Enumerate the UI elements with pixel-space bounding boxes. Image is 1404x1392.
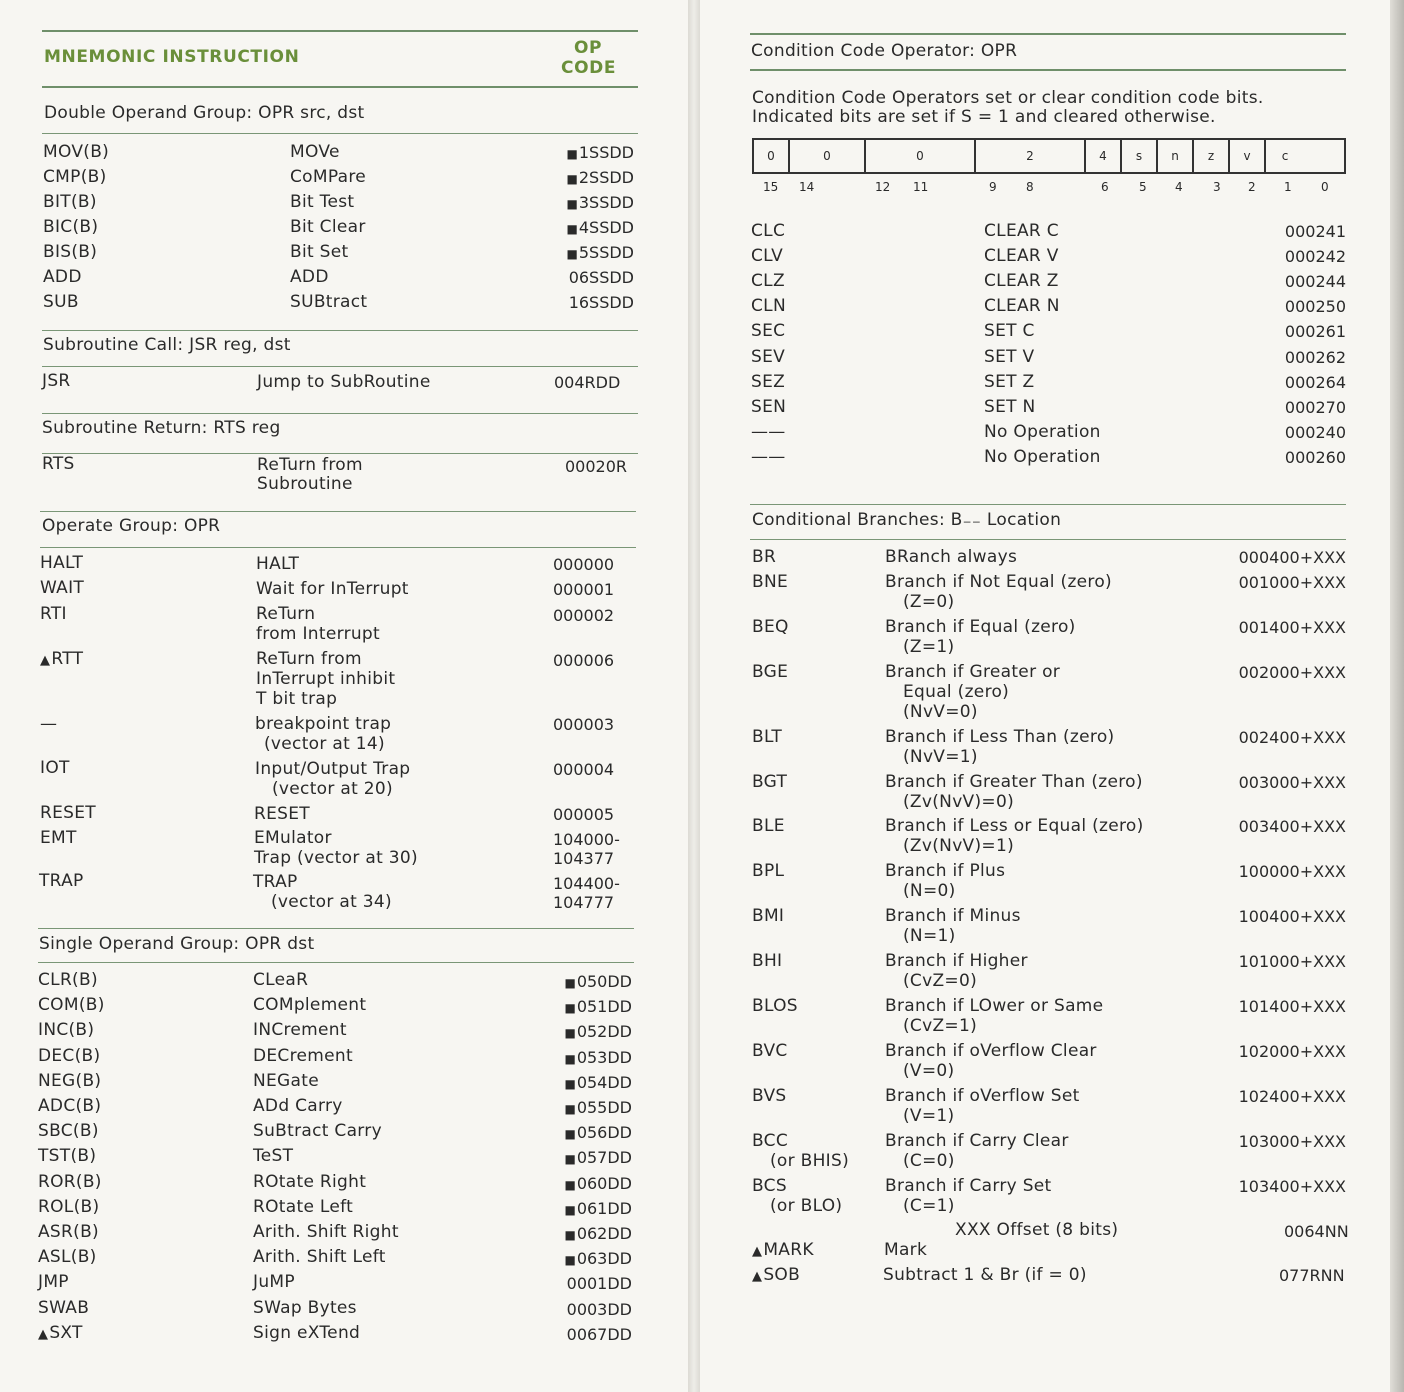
branch-title: Conditional Branches: B₋₋ Location xyxy=(752,510,1062,530)
instruction-description: CoMPare xyxy=(290,167,367,187)
branch-opcode: 001000+XXX xyxy=(1238,573,1346,592)
branch-description-line: (V=0) xyxy=(903,1061,955,1081)
branch-mnemonic: BGE xyxy=(752,662,789,682)
instruction-mnemonic: ROL(B) xyxy=(38,1197,100,1217)
register-bit-field: 0 xyxy=(866,140,976,172)
section-rule xyxy=(40,511,636,512)
cc-mnemonic: SEV xyxy=(751,347,786,367)
branch-opcode: 002400+XXX xyxy=(1238,728,1346,747)
cc-mnemonic: —— xyxy=(751,447,786,467)
branch-description-line: (Zv(NvV)=1) xyxy=(903,836,1015,856)
mark-opcode: 0064NN xyxy=(1284,1222,1349,1241)
instruction-mnemonic: ADD xyxy=(43,267,82,287)
register-bit-field: 0 xyxy=(790,140,866,172)
branch-mnemonic: BMI xyxy=(752,906,785,926)
branch-mnemonic: BNE xyxy=(752,572,789,592)
right-page xyxy=(700,0,1390,1392)
instruction-description: SUBtract xyxy=(290,292,368,312)
cc-mnemonic: —— xyxy=(751,422,786,442)
rti-description-2: from Interrupt xyxy=(256,624,380,644)
instruction-opcode: ■ 5SSDD xyxy=(567,243,634,264)
cc-description: SET C xyxy=(984,321,1035,341)
branch-description-line: BRanch always xyxy=(885,547,1018,567)
instruction-description: ROtate Left xyxy=(253,1197,354,1217)
reset-mnemonic: RESET xyxy=(40,803,96,823)
cc-mnemonic: SEZ xyxy=(751,372,786,392)
halt-mnemonic: HALT xyxy=(40,553,84,573)
instruction-description: Arith. Shift Right xyxy=(253,1222,399,1242)
cc-description-1: Condition Code Operators set or clear condition code bits. xyxy=(752,88,1264,108)
register-bit-field: 2 xyxy=(976,140,1086,172)
emt-opcode-2: 104377 xyxy=(553,849,615,868)
instruction-description: MOVe xyxy=(290,142,340,162)
instruction-opcode: ■ 057DD xyxy=(564,1148,632,1169)
cc-mnemonic: CLV xyxy=(751,246,784,266)
branch-mnemonic: BLOS xyxy=(752,996,798,1016)
register-bit-field: 0 xyxy=(754,140,790,172)
branch-description-line: (V=1) xyxy=(903,1106,955,1126)
header-rule xyxy=(750,69,1346,71)
branch-mnemonic: BEQ xyxy=(752,617,789,637)
bit-number: 15 xyxy=(763,180,779,194)
section-rule xyxy=(750,539,1346,540)
bit-number: 8 xyxy=(1026,180,1034,194)
branch-opcode: 102000+XXX xyxy=(1238,1042,1346,1061)
branch-description-line: (N=0) xyxy=(903,881,956,901)
instruction-opcode: ■ 062DD xyxy=(564,1224,632,1245)
instruction-opcode: ■ 061DD xyxy=(564,1199,632,1220)
cc-description: SET V xyxy=(984,347,1035,367)
section-rule xyxy=(42,366,638,367)
wait-mnemonic: WAIT xyxy=(40,578,85,598)
branch-opcode: 003400+XXX xyxy=(1238,817,1346,836)
cc-opcode: 000260 xyxy=(1284,448,1346,467)
branch-mnemonic: BVS xyxy=(752,1086,787,1106)
instruction-mnemonic: SUB xyxy=(43,292,79,312)
trap-opcode-2: 104777 xyxy=(553,893,615,912)
bit-number: 4 xyxy=(1175,180,1183,194)
top-rule xyxy=(750,33,1346,35)
section-rule xyxy=(42,133,638,134)
instruction-mnemonic: ROR(B) xyxy=(38,1172,102,1192)
branch-description-line: Branch if LOwer or Same xyxy=(885,996,1104,1016)
jsr-opcode: 004RDD xyxy=(554,373,621,392)
iot-description-1: Input/Output Trap xyxy=(255,759,411,779)
branch-description-line: Branch if Carry Set xyxy=(885,1176,1052,1196)
instruction-description: COMplement xyxy=(253,995,367,1015)
instruction-description: NEGate xyxy=(253,1071,319,1091)
branch-mnemonic: BLE xyxy=(752,816,785,836)
rtt-description-2: InTerrupt inhibit xyxy=(256,669,396,689)
branch-description-line: Branch if Equal (zero) xyxy=(885,617,1076,637)
sob-description: Subtract 1 & Br (if = 0) xyxy=(883,1265,1087,1285)
bpt-description-2: (vector at 14) xyxy=(264,734,385,754)
cc-mnemonic: SEC xyxy=(751,321,786,341)
section-rule xyxy=(750,504,1346,505)
branch-opcode: 103000+XXX xyxy=(1238,1132,1346,1151)
wait-opcode: 000001 xyxy=(553,580,615,599)
rti-mnemonic: RTI xyxy=(40,604,67,624)
header-rule xyxy=(42,86,638,88)
cc-opcode: 000242 xyxy=(1284,247,1346,266)
trap-opcode-1: 104400- xyxy=(553,874,620,893)
bit-number: 11 xyxy=(913,180,929,194)
rts-opcode: 00020R xyxy=(565,457,628,476)
cc-opcode: 000270 xyxy=(1284,398,1346,417)
spine xyxy=(688,0,700,1392)
register-bit-field: n xyxy=(1158,140,1194,172)
branch-opcode: 102400+XXX xyxy=(1238,1087,1346,1106)
instruction-description: ADd Carry xyxy=(253,1096,343,1116)
instruction-description: INCrement xyxy=(253,1020,347,1040)
mark-mnemonic: ▲ MARK xyxy=(752,1240,814,1262)
jsr-description: Jump to SubRoutine xyxy=(257,372,431,392)
rts-description-2: Subroutine xyxy=(257,474,353,494)
cc-mnemonic: SEN xyxy=(751,397,787,417)
section-rule xyxy=(38,928,634,929)
instruction-mnemonic: COM(B) xyxy=(38,995,105,1015)
bit-number: 5 xyxy=(1139,180,1147,194)
branch-opcode: 100400+XXX xyxy=(1238,907,1346,926)
cc-opcode: 000261 xyxy=(1284,322,1346,341)
instruction-mnemonic: BIS(B) xyxy=(43,242,98,262)
bpt-opcode: 000003 xyxy=(553,715,615,734)
cc-description: CLEAR V xyxy=(984,246,1059,266)
branch-description-line: (CvZ=0) xyxy=(903,971,978,991)
cc-description: CLEAR C xyxy=(984,221,1059,241)
cc-description-2: Indicated bits are set if S = 1 and cleared otherwise. xyxy=(752,107,1216,127)
branch-description-line: (C=0) xyxy=(903,1151,955,1171)
instruction-mnemonic: CLR(B) xyxy=(38,970,98,990)
register-bit-field: s xyxy=(1122,140,1158,172)
cc-mnemonic: CLZ xyxy=(751,271,785,291)
instruction-opcode: ■ 063DD xyxy=(564,1249,632,1270)
instruction-mnemonic: CMP(B) xyxy=(43,167,107,187)
instruction-opcode: 0003DD xyxy=(566,1300,632,1319)
branch-description-line: Branch if Plus xyxy=(885,861,1006,881)
branch-mnemonic: BHI xyxy=(752,951,783,971)
instruction-description: SWap Bytes xyxy=(253,1298,357,1318)
cc-description: SET N xyxy=(984,397,1036,417)
bpt-mnemonic: — xyxy=(40,714,58,734)
branch-description-line: (N=1) xyxy=(903,926,956,946)
branch-opcode: 001400+XXX xyxy=(1238,618,1346,637)
mark-description: Mark xyxy=(884,1240,928,1260)
rts-description-1: ReTurn from xyxy=(257,455,363,475)
emt-description-2: Trap (vector at 30) xyxy=(254,848,418,868)
branch-mnemonic: BCS xyxy=(752,1176,787,1196)
instruction-mnemonic: ASL(B) xyxy=(38,1247,97,1267)
instruction-mnemonic: SBC(B) xyxy=(38,1121,99,1141)
instruction-opcode: ■ 1SSDD xyxy=(567,143,634,164)
section-rule xyxy=(42,453,638,454)
cc-opcode: 000250 xyxy=(1284,297,1346,316)
branch-opcode: 103400+XXX xyxy=(1238,1177,1346,1196)
branch-description-line: Branch if Higher xyxy=(885,951,1028,971)
cc-title: Condition Code Operator: OPR xyxy=(751,41,1018,61)
trap-description-1: TRAP xyxy=(253,872,298,892)
register-bit-field: z xyxy=(1194,140,1230,172)
instruction-opcode: ■ 3SSDD xyxy=(567,193,634,214)
branch-description-line: Branch if Not Equal (zero) xyxy=(885,572,1112,592)
bit-number: 12 xyxy=(875,180,891,194)
cc-description: CLEAR N xyxy=(984,296,1060,316)
bit-number: 2 xyxy=(1248,180,1256,194)
column-header-mnemonic: MNEMONIC INSTRUCTION xyxy=(44,47,300,67)
cc-opcode: 000241 xyxy=(1284,222,1346,241)
rtt-description-3: T bit trap xyxy=(256,689,338,709)
cc-description: CLEAR Z xyxy=(984,271,1059,291)
bit-number: 1 xyxy=(1284,180,1292,194)
instruction-mnemonic: TST(B) xyxy=(38,1146,97,1166)
column-header-code: CODE xyxy=(561,58,617,78)
sob-mnemonic: ▲ SOB xyxy=(752,1265,800,1287)
instruction-description: JuMP xyxy=(253,1272,295,1292)
branch-mnemonic: BVC xyxy=(752,1041,788,1061)
branch-description-line: Branch if Greater Than (zero) xyxy=(885,772,1143,792)
bpt-description-1: breakpoint trap xyxy=(255,714,392,734)
instruction-opcode: ■ 060DD xyxy=(564,1174,632,1195)
branch-mnemonic-alias: (or BHIS) xyxy=(770,1151,850,1171)
instruction-opcode: 0067DD xyxy=(566,1325,632,1344)
bit-number: 0 xyxy=(1321,180,1329,194)
branch-description-line: (NvV=1) xyxy=(903,747,978,767)
branch-mnemonic: BLT xyxy=(752,727,783,747)
halt-description: HALT xyxy=(256,554,300,574)
branch-description-line: Branch if Minus xyxy=(885,906,1021,926)
instruction-description: Sign eXTend xyxy=(253,1323,361,1343)
branch-description-line: (Z=1) xyxy=(903,637,955,657)
register-bit-field: v xyxy=(1230,140,1266,172)
cc-description: No Operation xyxy=(984,447,1101,467)
section-rule xyxy=(42,330,638,331)
page-edge xyxy=(1390,0,1404,1392)
branch-opcode: 002000+XXX xyxy=(1238,663,1346,682)
column-header-op: OP xyxy=(574,38,603,58)
jsr-title: Subroutine Call: JSR reg, dst xyxy=(43,335,291,355)
cc-opcode: 000264 xyxy=(1284,373,1346,392)
instruction-opcode: 16SSDD xyxy=(568,293,634,312)
iot-mnemonic: IOT xyxy=(40,758,70,778)
halt-opcode: 000000 xyxy=(553,555,615,574)
emt-description-1: EMulator xyxy=(254,828,332,848)
rtt-opcode: 000006 xyxy=(553,651,615,670)
trap-description-2: (vector at 34) xyxy=(271,892,392,912)
rtt-description-1: ReTurn from xyxy=(256,649,362,669)
instruction-mnemonic: ASR(B) xyxy=(38,1222,99,1242)
instruction-opcode: ■ 052DD xyxy=(564,1022,632,1043)
instruction-opcode: ■ 4SSDD xyxy=(567,218,634,239)
branch-mnemonic: BR xyxy=(752,547,777,567)
instruction-mnemonic: SWAB xyxy=(38,1298,90,1318)
rti-opcode: 000002 xyxy=(553,606,615,625)
instruction-opcode: 06SSDD xyxy=(568,268,634,287)
jsr-mnemonic: JSR xyxy=(42,371,71,391)
bit-number: 6 xyxy=(1101,180,1109,194)
double-operand-title: Double Operand Group: OPR src, dst xyxy=(44,103,365,123)
bit-number: 14 xyxy=(799,180,815,194)
top-rule xyxy=(42,30,638,32)
cc-mnemonic: CLN xyxy=(751,296,786,316)
instruction-opcode: ■ 054DD xyxy=(564,1073,632,1094)
instruction-opcode: ■ 051DD xyxy=(564,997,632,1018)
cc-description: SET Z xyxy=(984,372,1035,392)
iot-description-2: (vector at 20) xyxy=(272,779,393,799)
branch-opcode: 101400+XXX xyxy=(1238,997,1346,1016)
section-rule xyxy=(40,547,636,548)
instruction-opcode: ■ 056DD xyxy=(564,1123,632,1144)
section-rule xyxy=(38,962,634,963)
branch-mnemonic-alias: (or BLO) xyxy=(770,1196,843,1216)
branch-description-line: (CvZ=1) xyxy=(903,1016,978,1036)
sob-opcode: 077RNN xyxy=(1279,1266,1345,1285)
instruction-mnemonic: ▲ SXT xyxy=(38,1323,83,1345)
emt-opcode-1: 104000- xyxy=(553,830,620,849)
left-page xyxy=(0,0,689,1392)
instruction-description: ROtate Right xyxy=(253,1172,367,1192)
instruction-mnemonic: MOV(B) xyxy=(43,142,110,162)
rts-mnemonic: RTS xyxy=(42,454,75,474)
branch-opcode: 101000+XXX xyxy=(1238,952,1346,971)
instruction-description: Arith. Shift Left xyxy=(253,1247,386,1267)
instruction-description: DECrement xyxy=(253,1046,353,1066)
iot-opcode: 000004 xyxy=(553,760,615,779)
cc-opcode: 000262 xyxy=(1284,348,1346,367)
branch-description-line: Branch if Carry Clear xyxy=(885,1131,1069,1151)
cc-mnemonic: CLC xyxy=(751,221,786,241)
branch-description-line: Branch if Less Than (zero) xyxy=(885,727,1115,747)
branch-description-line: (NvV=0) xyxy=(903,702,978,722)
instruction-description: CLeaR xyxy=(253,970,309,990)
bit-number: 3 xyxy=(1213,180,1221,194)
instruction-description: TeST xyxy=(253,1146,294,1166)
branch-mnemonic: BCC xyxy=(752,1131,789,1151)
branch-description-line: Equal (zero) xyxy=(903,682,1010,702)
instruction-opcode: 0001DD xyxy=(566,1274,632,1293)
instruction-description: SuBtract Carry xyxy=(253,1121,382,1141)
operate-title: Operate Group: OPR xyxy=(42,516,221,536)
cc-opcode: 000244 xyxy=(1284,272,1346,291)
branch-description-line: (Z=0) xyxy=(903,592,955,612)
branch-description-line: Branch if Less or Equal (zero) xyxy=(885,816,1144,836)
cc-opcode: 000240 xyxy=(1284,423,1346,442)
branch-description-line: (C=1) xyxy=(903,1196,955,1216)
instruction-mnemonic: JMP xyxy=(38,1272,69,1292)
instruction-description: ADD xyxy=(290,267,329,287)
rts-title: Subroutine Return: RTS reg xyxy=(42,418,281,438)
instruction-opcode: ■ 2SSDD xyxy=(567,168,634,189)
instruction-description: Bit Test xyxy=(290,192,355,212)
branch-description-line: (Zv(NvV)=0) xyxy=(903,792,1015,812)
emt-mnemonic: EMT xyxy=(40,828,77,848)
reset-opcode: 000005 xyxy=(553,805,615,824)
branch-description-line: Branch if oVerflow Clear xyxy=(885,1041,1097,1061)
section-rule xyxy=(42,413,638,414)
cc-description: No Operation xyxy=(984,422,1101,442)
branch-mnemonic: BGT xyxy=(752,772,788,792)
instruction-description: Bit Set xyxy=(290,242,349,262)
wait-description: Wait for InTerrupt xyxy=(256,579,409,599)
register-bit-field: 4 xyxy=(1086,140,1122,172)
instruction-mnemonic: INC(B) xyxy=(38,1020,95,1040)
rti-description-1: ReTurn xyxy=(256,604,316,624)
branch-mnemonic: BPL xyxy=(752,861,785,881)
single-operand-title: Single Operand Group: OPR dst xyxy=(39,934,315,954)
instruction-mnemonic: DEC(B) xyxy=(38,1046,101,1066)
trap-mnemonic: TRAP xyxy=(39,871,84,891)
branch-description-line: Branch if oVerflow Set xyxy=(885,1086,1080,1106)
branch-opcode: 000400+XXX xyxy=(1238,548,1346,567)
instruction-mnemonic: NEG(B) xyxy=(38,1071,102,1091)
instruction-mnemonic: ADC(B) xyxy=(38,1096,102,1116)
branch-opcode: 003000+XXX xyxy=(1238,773,1346,792)
bit-number: 9 xyxy=(989,180,997,194)
instruction-opcode: ■ 050DD xyxy=(564,972,632,993)
instruction-mnemonic: BIC(B) xyxy=(43,217,99,237)
reset-description: RESET xyxy=(254,804,310,824)
offset-note: XXX Offset (8 bits) xyxy=(955,1220,1119,1240)
instruction-description: Bit Clear xyxy=(290,217,366,237)
condition-code-register-diagram xyxy=(752,138,1346,174)
branch-description-line: Branch if Greater or xyxy=(885,662,1061,682)
instruction-opcode: ■ 055DD xyxy=(564,1098,632,1119)
instruction-mnemonic: BIT(B) xyxy=(43,192,97,212)
register-bit-field: c xyxy=(1281,149,1289,163)
branch-opcode: 100000+XXX xyxy=(1238,862,1346,881)
instruction-opcode: ■ 053DD xyxy=(564,1048,632,1069)
rtt-mnemonic: ▲ RTT xyxy=(40,649,83,671)
